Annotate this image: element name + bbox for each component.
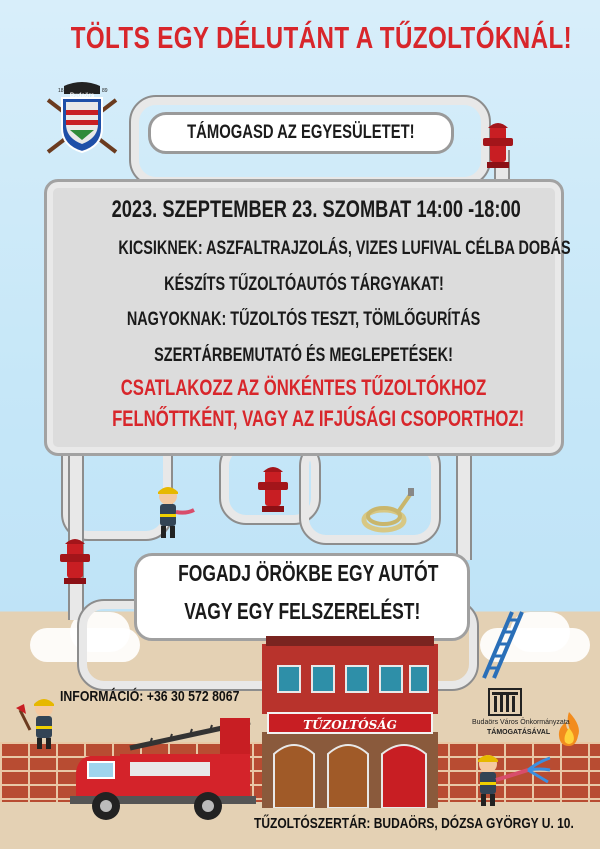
adults-activities-demo: SZERTÁRBEMUTATÓ ÉS MEGLEPETÉSEK!: [154, 345, 454, 366]
adults-activities: NAGYOKNAK: TŰZOLTÓS TESZT, TÖMLŐGURÍTÁS: [127, 309, 481, 330]
fire-truck-illustration: [70, 718, 260, 827]
svg-text:89: 89: [102, 88, 108, 94]
municipality-logo-icon: [488, 688, 522, 721]
event-info-panel: [44, 179, 571, 456]
support-banner: TÁMOGASD AZ EGYESÜLETET!: [148, 112, 454, 154]
sponsor-note: TÁMOGATÁSÁVAL: [487, 729, 551, 736]
station-address: TŰZOLTÓSZERTÁR: BUDAÖRS, DÓZSA GYÖRGY U. 10.: [254, 815, 574, 832]
sponsor-name: Budaörs Város Önkormányzata: [472, 719, 570, 726]
ladder-icon: [478, 610, 526, 685]
svg-text:18: 18: [58, 88, 64, 94]
kids-activities-crafts: KÉSZÍTS TŰZOLTÓAUTÓS TÁRGYAKAT!: [164, 274, 444, 295]
flame-icon: [556, 712, 582, 751]
adopt-line-2: VAGY EGY FELSZERELÉST!: [183, 598, 421, 624]
firefighter-kid-with-axe-illustration: [14, 694, 64, 755]
fire-department-logo: [44, 80, 120, 158]
hydrant-icon: [483, 118, 513, 173]
firefighter-kid-illustration: [150, 484, 196, 545]
svg-text:Budaörs: Budaörs: [69, 93, 95, 99]
adopt-banner: [134, 553, 470, 641]
event-date: 2023. SZEPTEMBER 23. SZOMBAT 14:00 -18:00: [111, 196, 521, 223]
station-sign: TŰZOLTÓSÁG: [267, 712, 433, 734]
poster-title: TÖLTS EGY DÉLUTÁNT A TŰZOLTÓKNÁL!: [70, 20, 573, 55]
kids-activities: KICSIKNEK: ASZFALTRAJZOLÁS, VIZES LUFIVAL CÉLBA DOBÁS: [118, 238, 571, 259]
hydrant-icon: [60, 534, 90, 589]
contact-phone: INFORMÁCIÓ: +36 30 572 8067: [60, 688, 240, 705]
hydrant-icon: [258, 462, 288, 517]
hose-illustration: [360, 488, 416, 539]
join-call-groups: FELNŐTTKÉNT, VAGY AZ IFJÚSÁGI CSOPORTHOZ!: [112, 406, 525, 431]
join-call: CSATLAKOZZ AZ ÖNKÉNTES TŰZOLTÓKHOZ: [121, 375, 487, 400]
adopt-line-1: FOGADJ ÖRÖKBE EGY AUTÓT: [178, 560, 439, 586]
firefighter-kid-spraying-illustration: [472, 750, 552, 815]
